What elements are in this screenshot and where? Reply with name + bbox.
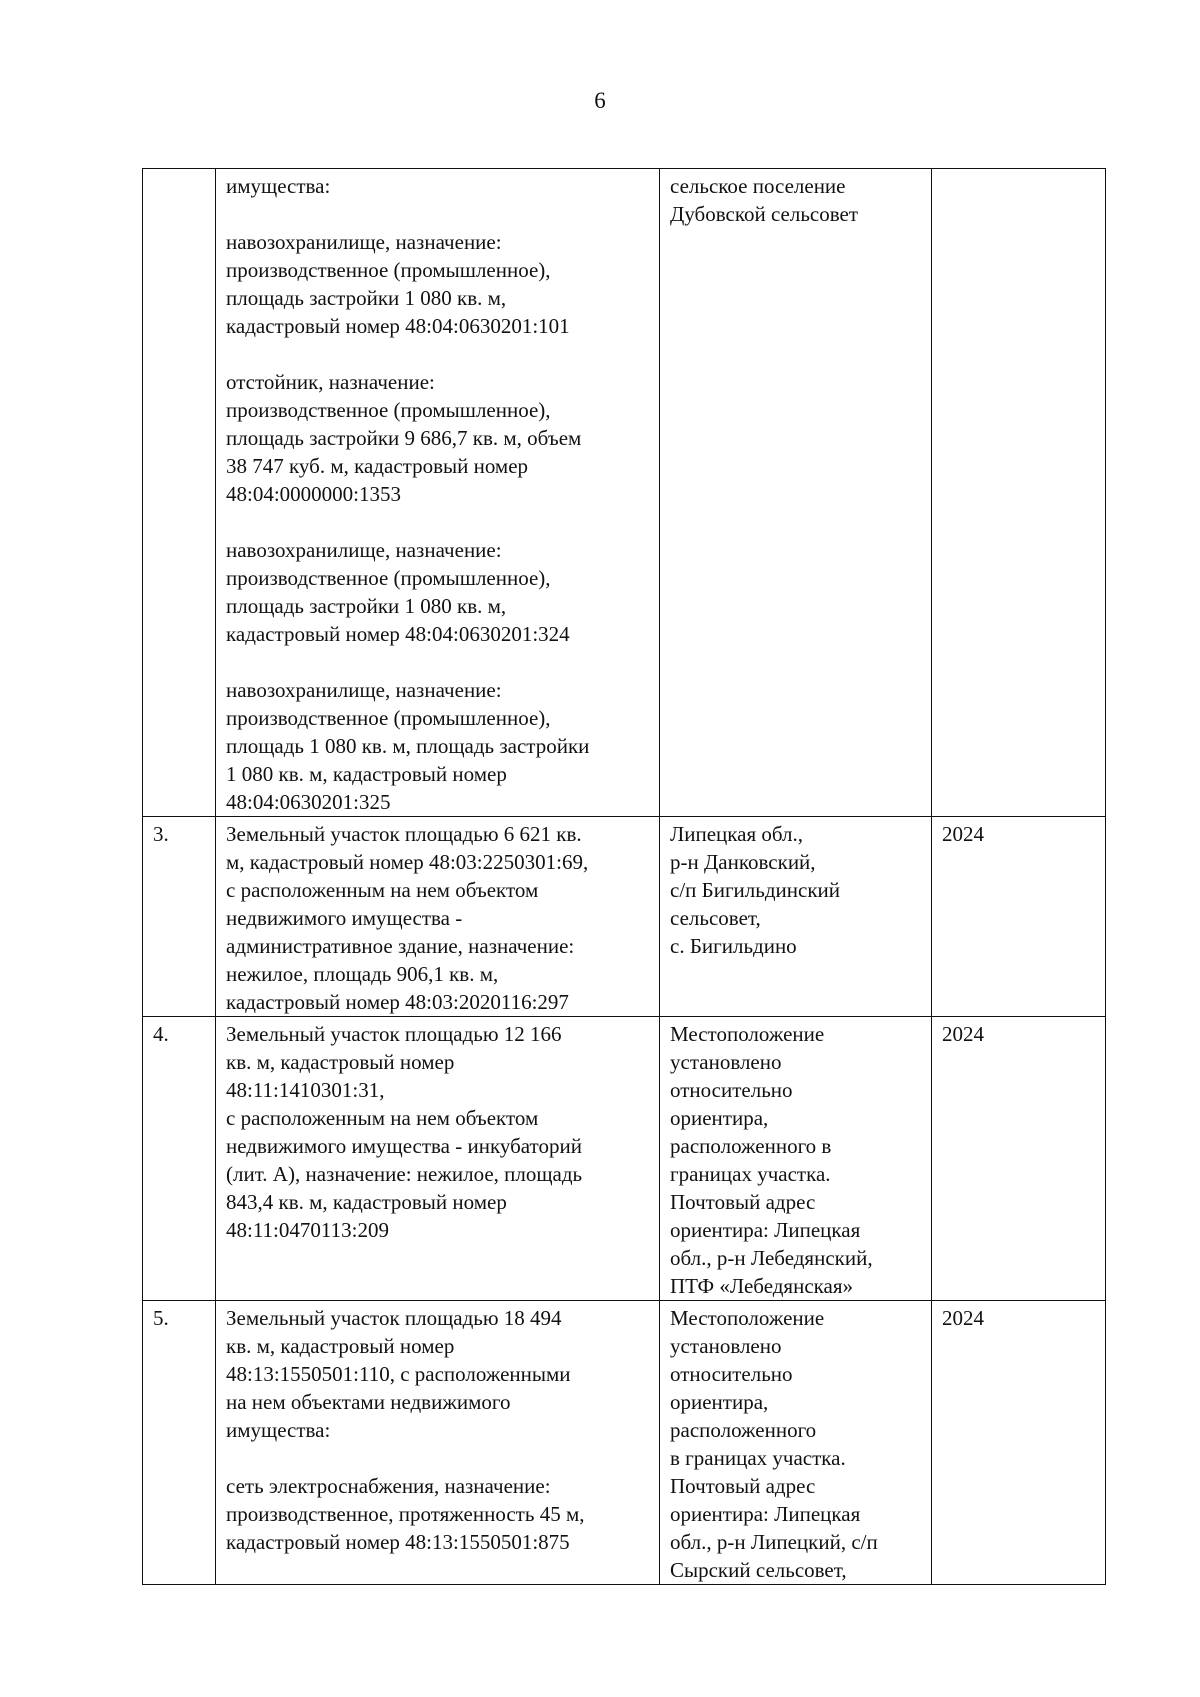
row-number: 4. bbox=[143, 1017, 216, 1301]
table-row bbox=[143, 169, 1106, 817]
object-description bbox=[216, 817, 660, 1017]
table-row bbox=[143, 1301, 1106, 1585]
object-paragraph: навозохранилище, назначение: производственное (промышленное), площадь 1 080 кв. м, площадь застройки 1 080 кв. м, кадастровый номер 48:04:0630201:325 bbox=[226, 678, 590, 814]
row-number bbox=[143, 169, 216, 817]
object-location: сельское поселение Дубовской сельсовет bbox=[660, 169, 932, 817]
object-description bbox=[216, 169, 660, 817]
object-description bbox=[216, 1301, 660, 1585]
table-row bbox=[143, 817, 1106, 1017]
object-location: Местоположение установлено относительно ориентира, расположенного в границах участка. Почтовый адрес ориентира: Липецкая обл., р-н Лебедянский, ПТФ «Лебедянская» bbox=[660, 1017, 932, 1301]
object-paragraph: навозохранилище, назначение: производственное (промышленное), площадь застройки 1 080 кв. м, кадастровый номер 48:04:0630201:101 bbox=[226, 230, 570, 338]
object-description bbox=[216, 1017, 660, 1301]
row-number: 5. bbox=[143, 1301, 216, 1585]
object-paragraph: Земельный участок площадью 18 494 кв. м, кадастровый номер 48:13:1550501:110, с расположенными на нем объектами недвижимого имущества: bbox=[226, 1306, 571, 1442]
object-paragraph: имущества: bbox=[226, 174, 331, 198]
row-number: 3. bbox=[143, 817, 216, 1017]
table-row bbox=[143, 1017, 1106, 1301]
privatization-year: 2024 bbox=[932, 1017, 1106, 1301]
privatization-year: 2024 bbox=[932, 817, 1106, 1017]
object-paragraph: Земельный участок площадью 12 166 кв. м, кадастровый номер 48:11:1410301:31, с расположенным на нем объектом недвижимого имущества - инкубаторий (лит. А), назначение: нежилое, площадь 843,4 кв. м, кадастровый номер 48:11:0470113:209 bbox=[226, 1022, 583, 1242]
object-paragraph: Земельный участок площадью 6 621 кв. м, кадастровый номер 48:03:2250301:69, с расположенным на нем объектом недвижимого имущества - административное здание, назначение: нежилое, площадь 906,1 кв. м, кадастровый номер 48:03:2020116:297 bbox=[226, 822, 589, 1014]
object-location: Липецкая обл., р-н Данковский, с/п Бигильдинский сельсовет, с. Бигильдино bbox=[660, 817, 932, 1017]
page-number: 6 bbox=[594, 88, 606, 113]
object-paragraph: сеть электроснабжения, назначение: производственное, протяженность 45 м, кадастровый номер 48:13:1550501:875 bbox=[226, 1474, 585, 1554]
property-table bbox=[142, 168, 1106, 1585]
privatization-year bbox=[932, 169, 1106, 817]
privatization-year: 2024 bbox=[932, 1301, 1106, 1585]
object-paragraph: отстойник, назначение: производственное (промышленное), площадь застройки 9 686,7 кв. м, объем 38 747 куб. м, кадастровый номер 48:04:0000000:1353 bbox=[226, 370, 582, 506]
object-location: Местоположение установлено относительно ориентира, расположенного в границах участка. Почтовый адрес ориентира: Липецкая обл., р-н Липецкий, с/п Сырский сельсовет, bbox=[660, 1301, 932, 1585]
object-paragraph: навозохранилище, назначение: производственное (промышленное), площадь застройки 1 080 кв. м, кадастровый номер 48:04:0630201:324 bbox=[226, 538, 570, 646]
